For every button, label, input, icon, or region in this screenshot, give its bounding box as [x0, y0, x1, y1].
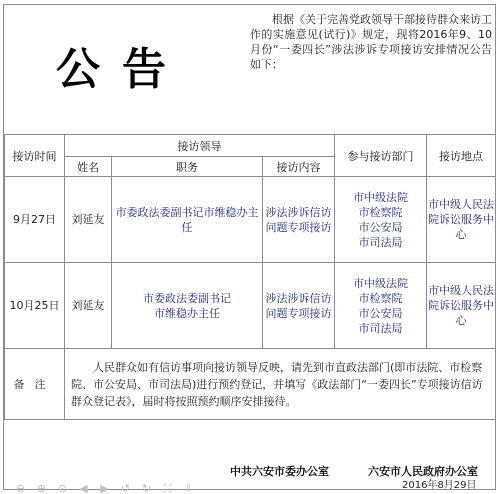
dept-item: 市司法局: [358, 235, 403, 249]
dept-item: 市中级法院: [353, 276, 408, 290]
next-icon[interactable]: ▶: [100, 482, 109, 494]
rotate-right-icon[interactable]: ↻: [141, 482, 152, 494]
row-post: 市委政法委副书记市维稳办主任: [112, 177, 263, 263]
dept-item: 市公安局: [358, 220, 403, 234]
header-time: 接访时间: [5, 135, 65, 177]
notice-intro: 根据《关于完善党政领导干部接待群众来访工作的实施意见(试行)》规定，现将2016年9、10月份“一委四长”涉法涉诉专项接访安排情况公告如下：: [250, 13, 492, 71]
zoom-out-icon[interactable]: ⊖: [15, 482, 26, 494]
row-depts: [335, 263, 427, 349]
viewer-toolbar: [12, 481, 197, 494]
dept-item: 市司法局: [358, 321, 403, 335]
header-leader: 接访领导: [65, 135, 335, 157]
rotate-left-icon[interactable]: ↺: [120, 482, 131, 494]
row-date: 9月27日: [5, 177, 65, 263]
post-line: 市委政法委副书记: [143, 291, 231, 305]
issuer-party-office: 中共六安市委办公室: [230, 465, 329, 478]
row-name: 刘延友: [65, 263, 112, 349]
row-place: 市中级人民法院诉讼服务中心: [427, 177, 496, 263]
row-depts: [335, 177, 427, 263]
schedule-table: [4, 134, 496, 420]
header-content: 接访内容: [263, 157, 335, 177]
note-row: [5, 349, 496, 420]
issuer-government-office: 六安市人民政府办公室: [368, 465, 478, 478]
table-row: [5, 263, 496, 349]
table-row: [5, 177, 496, 263]
row-place: 市中级人民法院诉讼服务中心: [427, 263, 496, 349]
header-place: 接访地点: [427, 135, 496, 177]
notice-sheet: [3, 4, 496, 494]
note-text: 人民群众如有信访事项向接访领导反映，请先到市直政法部门(即市法院、市检察院、市公安局、市司法局)进行预约登记，并填写《政法部门“一委四长”专项接访信访群众登记表》，届时将按照预约顺序安排接待。: [65, 349, 496, 420]
zoom-in-icon[interactable]: ⊕: [36, 482, 47, 494]
row-content: 涉法涉诉信访问题专项接访: [263, 263, 335, 349]
row-post: [112, 263, 263, 349]
dept-item: 市检察院: [358, 291, 403, 305]
header-post: 职务: [112, 157, 263, 177]
header-name: 姓名: [65, 157, 112, 177]
dept-item: 市公安局: [358, 306, 403, 320]
dept-item: 市中级法院: [353, 190, 408, 204]
dept-item: 市检察院: [358, 205, 403, 219]
row-date: 10月25日: [5, 263, 65, 349]
zoom-reset-icon[interactable]: ⊙: [57, 482, 68, 494]
notice-heading: 公告: [56, 44, 188, 95]
issue-date: 2016年8月29日: [402, 480, 477, 491]
header-dept: 参与接访部门: [335, 135, 427, 177]
prev-icon[interactable]: ◀: [79, 482, 88, 494]
fullscreen-icon[interactable]: ⛶: [163, 482, 172, 494]
note-label: 备注: [5, 349, 65, 420]
post-line: 市维稳办主任: [154, 306, 220, 320]
download-icon[interactable]: ⇩: [183, 482, 194, 494]
row-name: 刘延友: [65, 177, 112, 263]
row-content: 涉法涉诉信访问题专项接访: [263, 177, 335, 263]
